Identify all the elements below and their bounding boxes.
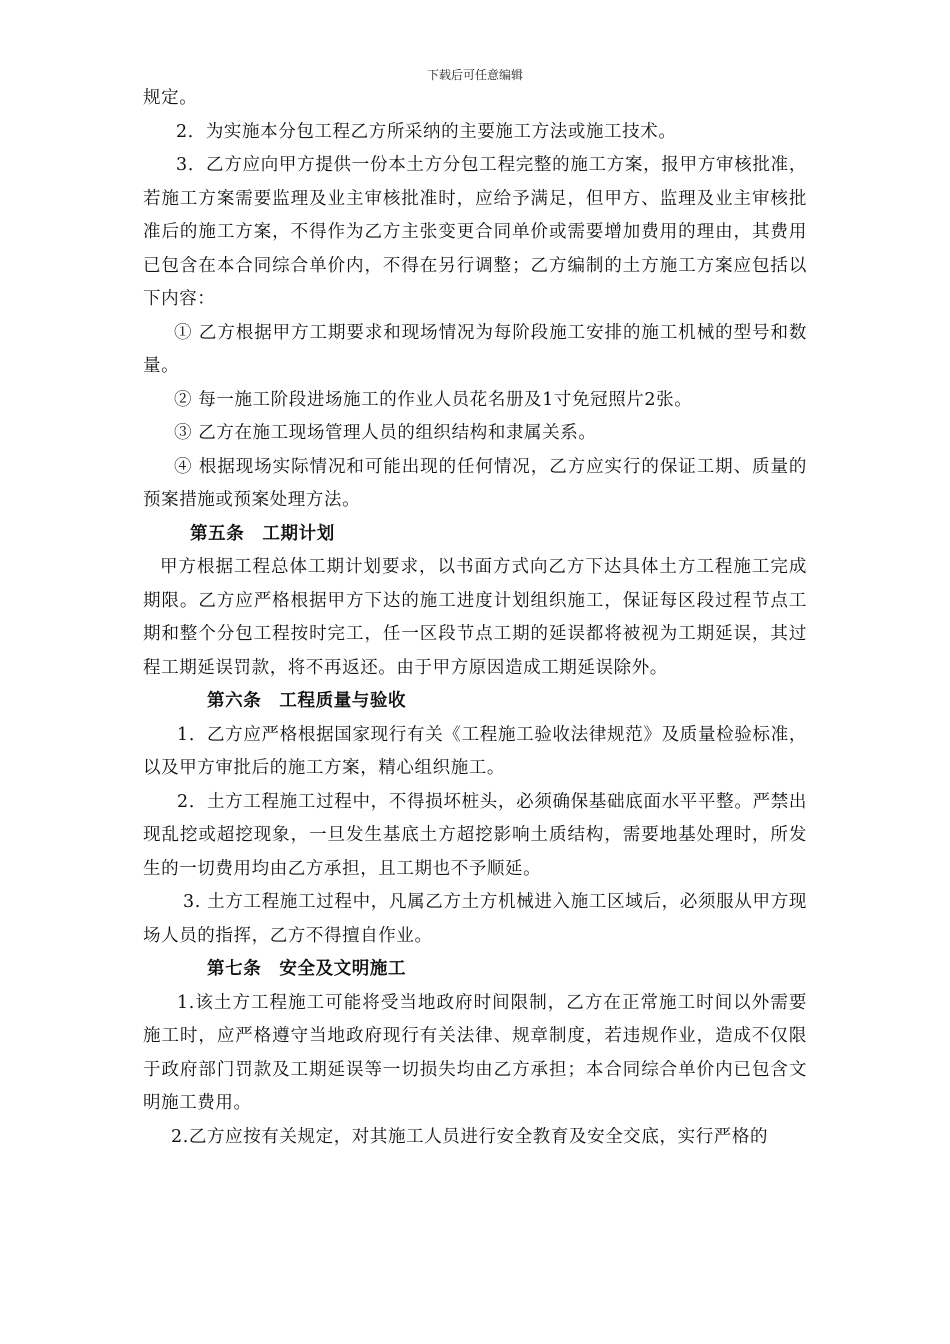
paragraph: 3. 土方工程施工过程中，凡属乙方土方机械进入施工区域后，必须服从甲方现场人员的指挥，乙方不得擅自作业。	[143, 892, 807, 946]
paragraph: 甲方根据工程总体工期计划要求，以书面方式向乙方下达具体土方工程施工完成期限。乙方应严格根据甲方下达的施工进度计划组织施工，保证每区段过程节点工期和整个分包工程按时完工，任一区段节点工期的延误都将被视为工期延误，其过程工期延误罚款，将不再返还。由于甲方原因造成工期延误除外。	[143, 557, 807, 678]
document-body	[143, 82, 807, 1154]
paragraph: 规定。	[143, 88, 198, 108]
paragraph: ② 每一施工阶段进场施工的作业人员花名册及1寸免冠照片2张。	[174, 389, 693, 410]
section-heading: 第七条 安全及文明施工	[207, 959, 407, 979]
section-heading: 第六条 工程质量与验收	[207, 691, 407, 711]
paragraph: 2．为实施本分包工程乙方所采纳的主要施工方法或施工技术。	[176, 121, 677, 142]
paragraph: ④ 根据现场实际情况和可能出现的任何情况，乙方应实行的保证工期、质量的预案措施或预案处理方法。	[143, 456, 807, 510]
paragraph: 3．乙方应向甲方提供一份本土方分包工程完整的施工方案，报甲方审核批准，若施工方案需要监理及业主审核批准时，应给予满足，但甲方、监理及业主审核批准后的施工方案，不得作为乙方主张变更合同单价或需要增加费用的理由，其费用已包含在本合同综合单价内，不得在另行调整；乙方编制的土方施工方案应包括以下内容：	[143, 155, 807, 309]
paragraph: 1．乙方应严格根据国家现行有关《工程施工验收法律规范》及质量检验标准，以及甲方审批后的施工方案，精心组织施工。	[143, 724, 807, 778]
header-note: 下载后可任意编辑	[426, 68, 523, 82]
section-heading: 第五条 工期计划	[190, 523, 335, 544]
paragraph: 1.该土方工程施工可能将受当地政府时间限制，乙方在正常施工时间以外需要施工时，应严格遵守当地政府现行有关法律、规章制度，若违规作业，造成不仅限于政府部门罚款及工期延误等一切损失均由乙方承担；本合同综合单价内已包含文明施工费用。	[143, 992, 807, 1113]
paragraph: 2.乙方应按有关规定，对其施工人员进行安全教育及安全交底，实行严格的	[171, 1126, 769, 1147]
paragraph: ③ 乙方在施工现场管理人员的组织结构和隶属关系。	[174, 423, 597, 443]
paragraph: 2．土方工程施工过程中，不得损坏桩头，必须确保基础底面水平平整。严禁出现乱挖或超挖现象，一旦发生基底土方超挖影响土质结构，需要地基处理时，所发生的一切费用均由乙方承担，且工期也不予顺延。	[143, 791, 807, 879]
paragraph: ① 乙方根据甲方工期要求和现场情况为每阶段施工安排的施工机械的型号和数量。	[143, 322, 807, 376]
